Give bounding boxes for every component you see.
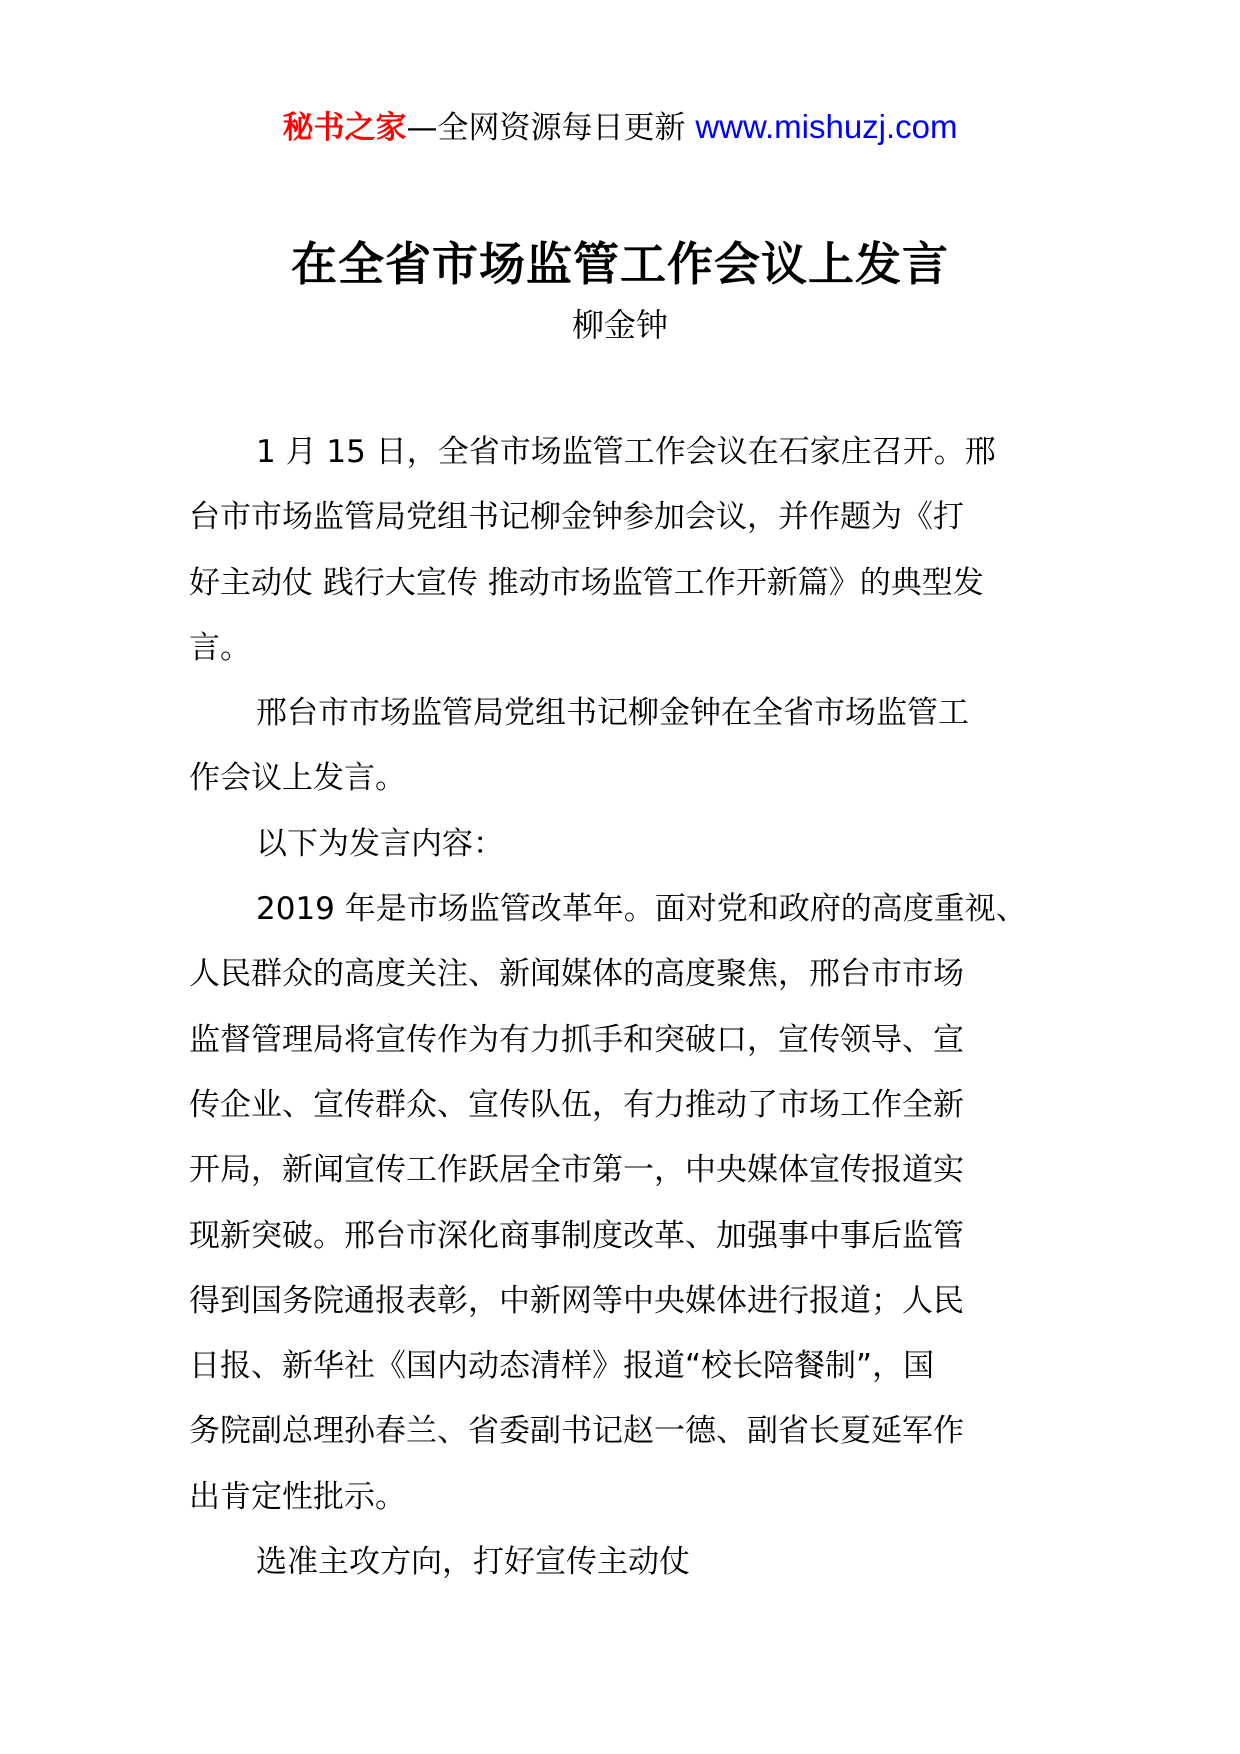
paragraph-line: 1 月 15 日，全省市场监管工作会议在石家庄召开。邢 [256, 434, 996, 470]
paragraph-line: 以下为发言内容： [256, 825, 504, 862]
paragraph-line: 传企业、宣传群众、宣传队伍，有力推动了市场工作全新 [189, 1086, 964, 1123]
paragraph-line: 好主动仗 践行大宣传 推动市场监管工作开新篇》的典型发 [189, 564, 984, 601]
paragraph-line: 2019 年是市场监管改革年。面对党和政府的高度重视、 [256, 891, 1027, 928]
document-body [189, 420, 1059, 1595]
paragraph [189, 420, 1059, 681]
paragraph-line: 邢台市市场监管局党组书记柳金钟在全省市场监管工 [256, 695, 969, 732]
brand-name: 秘书之家 [282, 110, 407, 146]
paragraph [189, 812, 1059, 877]
paragraph-line: 务院副总理孙春兰、省委副书记赵一德、副省长夏延军作 [189, 1413, 964, 1450]
paragraph-line: 出肯定性批示。 [189, 1478, 406, 1515]
paragraph [189, 1530, 1059, 1595]
paragraph-line: 作会议上发言。 [189, 760, 406, 797]
document-author: 柳金钟 [571, 306, 668, 344]
paragraph-line: 现新突破。邢台市深化商事制度改革、加强事中事后监管 [189, 1217, 964, 1254]
header-slogan: —全网资源每日更新 [406, 110, 696, 146]
paragraph-line: 日报、新华社《国内动态清样》报道“校长陪餐制”，国 [189, 1348, 935, 1385]
paragraph [189, 877, 1059, 1530]
paragraph [189, 681, 1059, 812]
site-url-link[interactable]: www.mishuzj.com [695, 108, 958, 145]
paragraph-line: 开局，新闻宣传工作跃居全市第一，中央媒体宣传报道实 [189, 1152, 964, 1189]
document-title: 在全省市场监管工作会议上发言 [291, 237, 949, 291]
paragraph-line: 台市市场监管局党组书记柳金钟参加会议，并作题为《打 [189, 499, 964, 536]
paragraph-line: 言。 [189, 629, 251, 666]
paragraph-line: 选准主攻方向，打好宣传主动仗 [256, 1544, 690, 1581]
paragraph-line: 监督管理局将宣传作为有力抓手和突破口，宣传领导、宣 [189, 1021, 964, 1058]
paragraph-line: 人民群众的高度关注、新闻媒体的高度聚焦，邢台市市场 [189, 956, 964, 993]
paragraph-line: 得到国务院通报表彰，中新网等中央媒体进行报道；人民 [189, 1282, 964, 1319]
site-header [0, 102, 1240, 147]
